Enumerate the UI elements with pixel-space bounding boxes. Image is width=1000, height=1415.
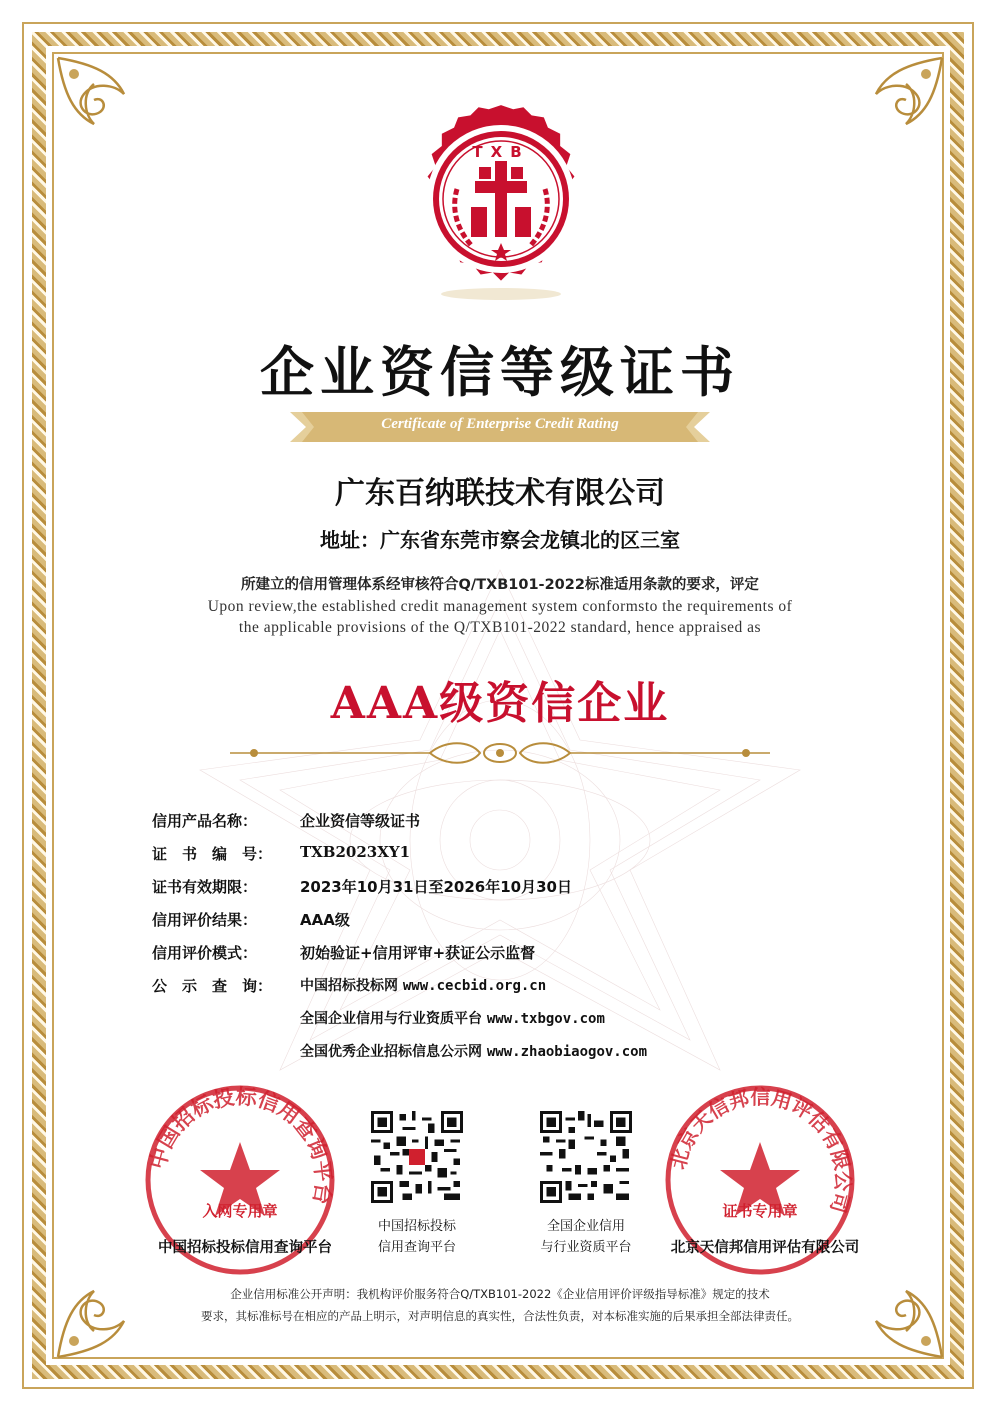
qr-left-caption-line1: 中国招标投标 <box>377 1219 456 1234</box>
company-name: 广东百纳联技术有限公司 <box>335 476 665 511</box>
info-row-mode <box>152 942 852 975</box>
info-row-validity <box>152 876 852 909</box>
product-label: 信用产品名称： <box>152 812 258 830</box>
info-row-product <box>152 810 852 843</box>
right-seal-caption: 北京天信邦信用评估有限公司 <box>670 1240 860 1256</box>
ornamental-divider <box>230 738 770 768</box>
company-address: 地址：广东省东莞市察会龙镇北的区三室 <box>320 528 680 552</box>
query-line-1 <box>300 975 546 995</box>
description-cn: 所建立的信用管理体系经审核符合Q/TXB101-2022标准适用条款的要求，评定 <box>241 577 759 593</box>
right-seal-ring-text: 北京天信邦信用评估有限公司 <box>665 1084 856 1216</box>
product-value: 企业资信等级证书 <box>300 812 421 830</box>
qr-right-caption-line1: 全国企业信用 <box>546 1219 625 1234</box>
mode-value: 初始验证+信用评审+获证公示监督 <box>300 944 536 962</box>
qr-left-caption <box>357 1216 477 1258</box>
emblem-letters: TXB <box>472 143 530 161</box>
number-label: 证 书 编 号： <box>152 845 273 863</box>
footer-statement-line1: 企业信用标准公开声明：我机构评价服务符合Q/TXB101-2022《企业信用评价评级指导标准》规定的技术 <box>230 1287 770 1301</box>
query2-url[interactable]: www.txbgov.com <box>486 1011 605 1027</box>
certificate-subtitle-en: Certificate of Enterprise Credit Rating <box>381 416 619 432</box>
query2-name: 全国企业信用与行业资质平台 <box>300 1011 482 1027</box>
query-line-3 <box>300 1041 647 1061</box>
query1-url[interactable]: www.cecbid.org.cn <box>402 978 547 994</box>
certificate-title: 企业资信等级证书 <box>260 341 740 404</box>
validity-value: 2023年10月31日至2026年10月30日 <box>300 878 572 896</box>
qr-left-caption-line2: 信用查询平台 <box>377 1240 456 1255</box>
left-seal-stamp-text: 入网专用章 <box>202 1202 278 1220</box>
corner-ornament-top-left <box>54 54 164 164</box>
description-en-line1: Upon review,the established credit management system conformsto the requirements of <box>207 598 793 615</box>
left-seal-caption: 中国招标投标信用查询平台 <box>158 1240 332 1256</box>
qr-right-caption-line2: 与行业资质平台 <box>540 1240 632 1255</box>
validity-label: 证书有效期限： <box>152 878 258 896</box>
result-label: 信用评价结果： <box>152 911 258 929</box>
query3-url[interactable]: www.zhaobiaogov.com <box>486 1044 648 1060</box>
credit-grade: AAA级资信企业 <box>330 678 670 729</box>
corner-ornament-top-right <box>836 54 946 164</box>
mode-label: 信用评价模式： <box>152 944 258 962</box>
info-row-number <box>152 843 852 876</box>
right-seal-stamp-text: 证书专用章 <box>722 1202 798 1220</box>
qr-right-caption <box>526 1216 646 1258</box>
query3-name: 全国优秀企业招标信息公示网 <box>300 1044 482 1060</box>
query-label: 公 示 查 询： <box>152 977 273 995</box>
description-en-line2: the applicable provisions of the Q/TXB101-2022 standard, hence appraised as <box>238 619 762 636</box>
result-value: AAA级 <box>300 911 350 929</box>
number-value: TXB2023XY1 <box>300 843 411 861</box>
query-line-2 <box>300 1008 605 1028</box>
left-seal-ring-text: 中国招标投标信用查询平台 <box>145 1084 336 1207</box>
qr-code-right[interactable] <box>540 1111 632 1203</box>
txb-emblem-logo <box>406 104 596 304</box>
info-row-result <box>152 909 852 942</box>
footer-statement-line2: 要求，其标准标号在相应的产品上明示，对声明信息的真实性，合法性负责，对本标准实施的后果承担全部法律责任。 <box>201 1309 799 1323</box>
qr-code-left[interactable] <box>371 1111 463 1203</box>
query1-name: 中国招标投标网 <box>300 978 398 994</box>
